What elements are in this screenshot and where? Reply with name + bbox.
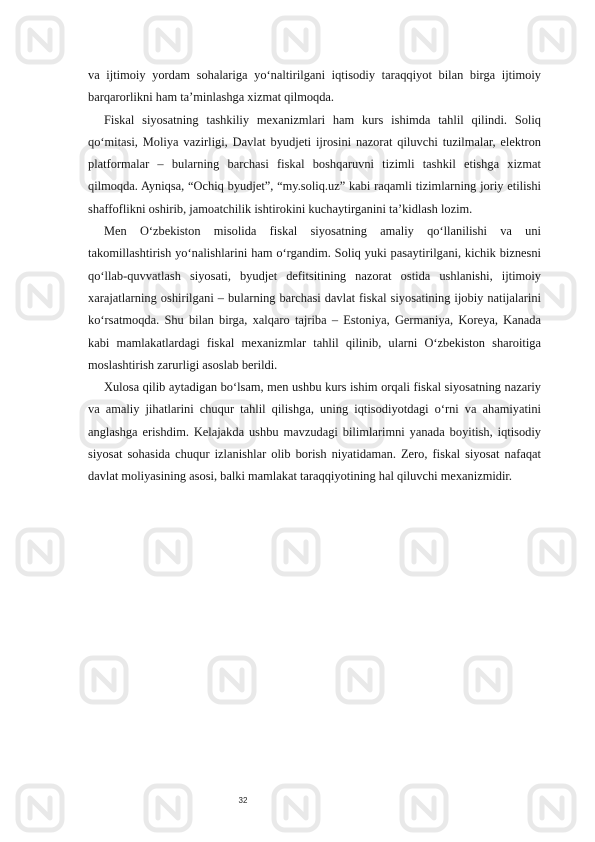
paragraph-conclusion: Xulosa qilib aytadigan bo‘lsam, men ushbu kurs ishim orqali fiskal siyosatning nazariy va amaliy jihatlarini chuqur tahlil qilishga, uning iqtisodiyotdagi o‘rni va ahamiyatini anglashga erishdim. Kelajakda ushbu mavzudagi bilimlarimni yanada boyitish, iqtisodiy siyosat sohasida chuqur izlanishlar olib borish niyatidaman. Zero, fiskal siyosat nafaqat davlat moliyasining asosi, balki mamlakat taraqqiyotining hal qiluvchi mexanizmidir. bbox=[88, 380, 541, 484]
docs-logo-watermark-icon bbox=[18, 786, 62, 830]
docs-logo-watermark-icon bbox=[82, 658, 126, 702]
paragraph-uzbekistan-practice: Men O‘zbekiston misolida fiskal siyosatning amaliy qo‘llanilishi va uni takomillashtirish yo‘nalishlarini ham o‘rgandim. Soliq yuki pasaytirilgani, kichik biznesni qo‘llab-quvvatlash siyosati, byudjet defitsitining nazorat ostida ushlanishi, ijtimoiy xarajatlarning oshirilgani – bularning barchasi davlat fiskal siyosatining ijobiy natijalarini ko‘rsatmoqda. Shu bilan birga, xalqaro tajriba – Estoniya, Germaniya, Koreya, Kanada kabi mamlakatlardagi fiskal mexanizmlar tahlil qilinib, ularni O‘zbekiston sharoitiga moslashtirish zarurligi asoslab berildi. bbox=[88, 224, 541, 372]
document-body bbox=[88, 64, 541, 488]
docs-logo-watermark-icon bbox=[146, 530, 190, 574]
paragraph-continuation: va ijtimoiy yordam sohalariga yo‘naltirilgani iqtisodiy taraqqiyot bilan birga ijtimoiy barqarorlikni ham ta’minlashga xizmat qilmoqda. bbox=[88, 68, 541, 105]
docs-logo-watermark-icon bbox=[530, 18, 574, 62]
docs-logo-watermark-icon bbox=[146, 18, 190, 62]
docs-logo-watermark-icon bbox=[210, 658, 254, 702]
docs-logo-watermark-icon bbox=[402, 530, 446, 574]
docs-logo-watermark-icon bbox=[18, 18, 62, 62]
paragraph-organizational-mechanisms: Fiskal siyosatning tashkiliy mexanizmlari ham kurs ishimda tahlil qilindi. Soliq qo‘mitasi, Moliya vazirligi, Davlat byudjeti ijrosini nazorat qiluvchi tuzilmalar, elektron platformalar – bularning barchasi fiskal boshqaruvni tizimli tashkil etishga xizmat qilmoqda. Ayniqsa, “Ochiq byudjet”, “my.soliq.uz” kabi raqamli tizimlarning joriy etilishi shaffoflikni oshirib, jamoatchilik ishtirokini kuchaytirganini ta’kidlash lozim. bbox=[88, 112, 541, 216]
docs-logo-watermark-icon bbox=[402, 786, 446, 830]
docs-logo-watermark-icon bbox=[274, 786, 318, 830]
docs-logo-watermark-icon bbox=[18, 530, 62, 574]
page-number: 32 bbox=[238, 796, 248, 805]
docs-logo-watermark-icon bbox=[530, 786, 574, 830]
docs-logo-watermark-icon bbox=[466, 658, 510, 702]
docs-logo-watermark-icon bbox=[274, 18, 318, 62]
docs-logo-watermark-icon bbox=[402, 18, 446, 62]
docs-logo-watermark-icon bbox=[338, 658, 382, 702]
docs-logo-watermark-icon bbox=[18, 274, 62, 318]
docs-logo-watermark-icon bbox=[274, 530, 318, 574]
docs-logo-watermark-icon bbox=[146, 786, 190, 830]
docs-logo-watermark-icon bbox=[530, 530, 574, 574]
